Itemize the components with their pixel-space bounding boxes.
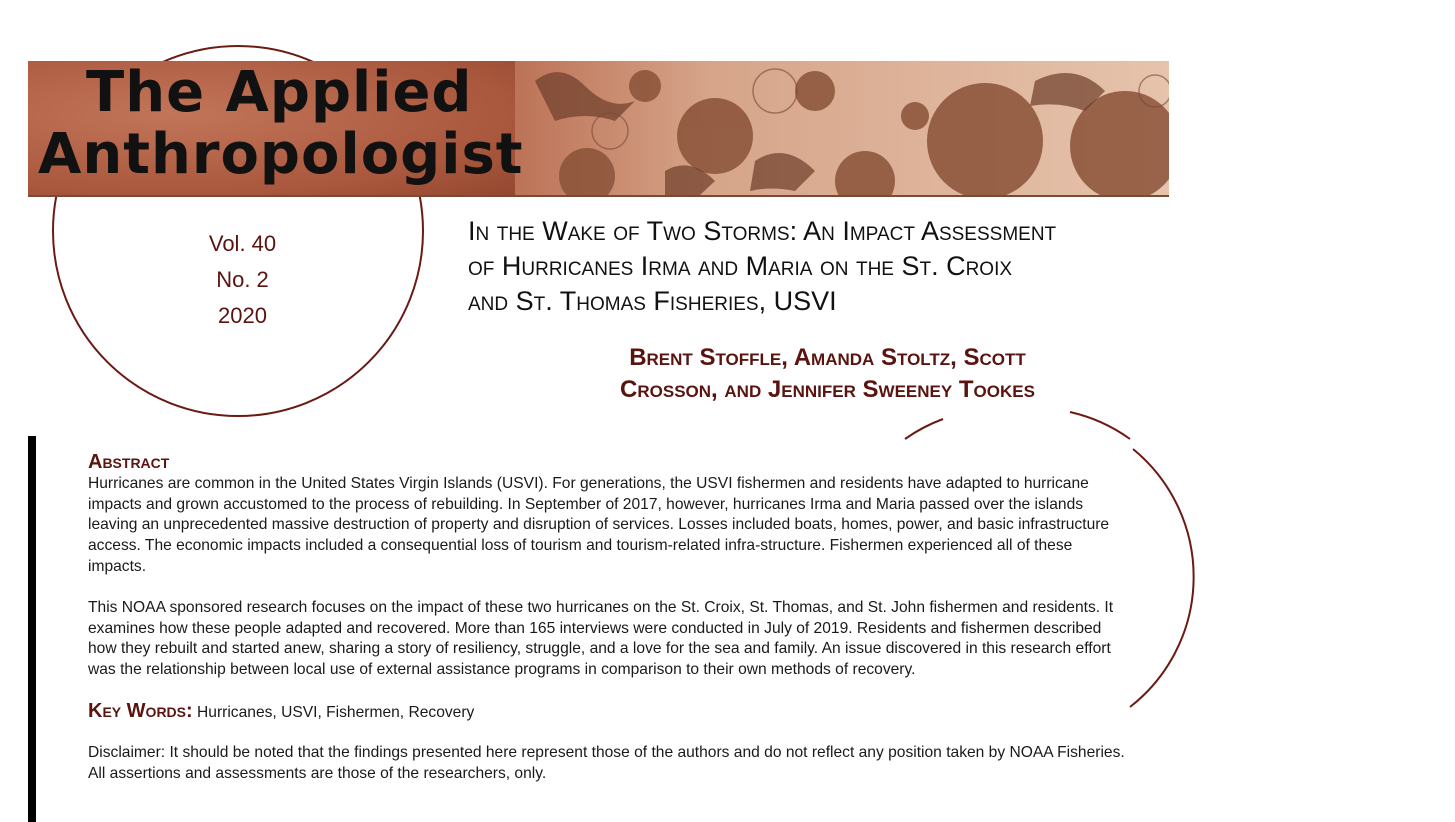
banner-artwork [515, 61, 1169, 195]
journal-banner [28, 61, 1169, 197]
journal-title-line1: The Applied [86, 61, 473, 125]
abstract-paragraph-2: This NOAA sponsored research focuses on the impact of these two hurricanes on the St. Croix, St. Thomas, and St. John fishermen and residents. It examines how these people adapted and recovered. More than 165 interviews were conducted in July of 2019. Residents and fishermen described how they rebuilt and started anew, sharing a story of resiliency, struggle, and a love for the sea and family. An issue discovered in this research effort was the relationship between local use of external assistance programs in comparison to their own methods of recovery. [88, 598, 1114, 679]
article-body [88, 452, 1130, 784]
volume-number: Vol. 40 [208, 231, 277, 256]
article-authors [560, 342, 1095, 406]
journal-title-line2: Anthropologist [38, 122, 524, 187]
article-title-line1: In the Wake of Two Storms: An Impact Assessment [468, 216, 1057, 246]
keywords-value: Hurricanes, USVI, Fishermen, Recovery [197, 703, 475, 721]
issue-info [170, 226, 315, 334]
issue-year: 2020 [218, 303, 267, 328]
article-title [468, 214, 1148, 319]
disclaimer-text: Disclaimer: It should be noted that the findings presented here represent those of the authors and do not reflect any position taken by NOAA Fisheries. All assertions and assessments are those of the researchers, only. [88, 743, 1125, 782]
abstract-heading: Abstract [88, 451, 170, 473]
keywords-label: Key Words: [88, 699, 193, 722]
article-title-line2: of Hurricanes Irma and Maria on the St. Croix [468, 251, 1013, 281]
keywords-line [88, 701, 1130, 724]
article-title-line3: and St. Thomas Fisheries, USVI [468, 286, 837, 316]
issue-number: No. 2 [216, 267, 269, 292]
left-rule-bar [28, 436, 36, 822]
journal-title [38, 61, 524, 187]
authors-line1: Brent Stoffle, Amanda Stoltz, Scott [629, 344, 1026, 371]
abstract-paragraph-1: Hurricanes are common in the United States Virgin Islands (USVI). For generations, the USVI fishermen and residents have adapted to hurricane impacts and grown accustomed to the process of rebuilding. In September of 2017, however, hurricanes Irma and Maria passed over the islands leaving an unprecedented massive destruction of property and disruption of services. Losses included boats, homes, power, and basic infrastructure access. The economic impacts included a consequential loss of tourism and tourism-related infra-structure. Fishermen experienced all of these impacts. [88, 474, 1110, 575]
authors-line2: Crosson, and Jennifer Sweeney Tookes [620, 376, 1035, 403]
